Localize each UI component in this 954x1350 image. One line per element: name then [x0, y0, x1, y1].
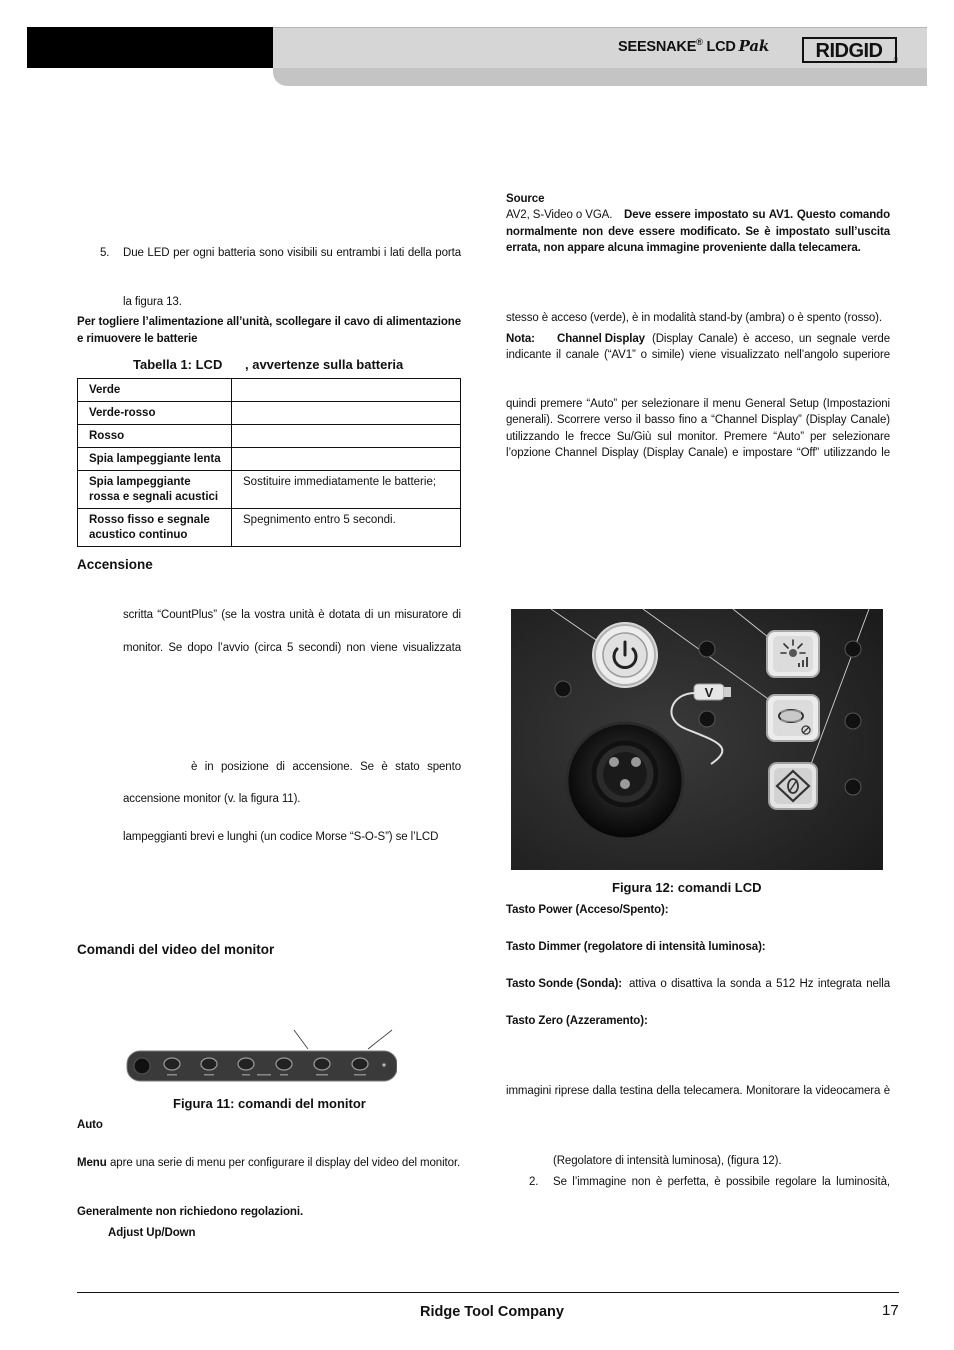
sonde-button-label: Tasto Sonde (Sonda): [506, 978, 622, 990]
header-black-bar [27, 27, 273, 68]
accensione-line2: monitor. Se dopo l’avvio (circa 5 secondi) non viene visualizzata [123, 642, 461, 654]
figure13-reference: la figura 13. [123, 296, 182, 308]
svg-text:V: V [704, 685, 714, 700]
figure11-caption: Figura 11: comandi del monitor [173, 1096, 366, 1111]
power-off-line1: Per togliere l’alimentazione all’unità, scollegare il cavo di alimentazione [77, 316, 461, 328]
heading-accensione: Accensione [77, 557, 153, 572]
product-brand: SEESNAKE® LCD Pak [618, 37, 770, 55]
table-cell-meaning: Sostituire immediatamente le batterie; [232, 471, 461, 509]
source-line2: normalmente non deve essere modificato. Se è impostato sull’uscita [506, 226, 890, 238]
menu-description: apre una serie di menu per configurare il display del video del monitor. [110, 1157, 461, 1169]
adjust-label: Adjust Up/Down [108, 1227, 196, 1239]
source-label: Source [506, 193, 545, 205]
setup-line4: l’opzione Channel Display (Display Canale) e impostare “Off” utilizzando le [506, 447, 890, 459]
power-off-line2: e rimuovere le batterie [77, 333, 198, 345]
footer-company: Ridge Tool Company [420, 1304, 564, 1320]
table-cell-meaning [232, 402, 461, 425]
source-line3: errata, non appare alcuna immagine proveniente dalla telecamera. [506, 242, 861, 254]
table-row [78, 448, 461, 471]
power-button-label: Tasto Power (Acceso/Spento): [506, 904, 669, 916]
nota-channel-display: Channel Display [557, 333, 645, 345]
accensione-line1: scritta “CountPlus” (se la vostra unità è dotata di un misuratore di [123, 609, 461, 621]
table-row [78, 379, 461, 402]
general-note: Generalmente non richiedono regolazioni. [77, 1206, 304, 1218]
figure12-lcd-controls [511, 609, 883, 870]
dimmer-reference: (Regolatore di intensità luminosa), (figura 12). [553, 1155, 782, 1167]
svg-text:RIDGID: RIDGID [815, 40, 883, 62]
item2-text: Se l’immagine non è perfetta, è possibile regolare la luminosità, [553, 1176, 890, 1188]
dimmer-button-label: Tasto Dimmer (regolatore di intensità luminosa): [506, 941, 766, 953]
menu-label: Menu [77, 1157, 107, 1169]
heading-video-controls: Comandi del video del monitor [77, 942, 275, 957]
table-cell-state: Verde [78, 379, 232, 402]
zero-button-label: Tasto Zero (Azzeramento): [506, 1015, 648, 1027]
source-line1a: AV2, S-Video o VGA. [506, 209, 613, 221]
sonde-button-text: attiva o disattiva la sonda a 512 Hz integrata nella [629, 978, 890, 990]
svg-text:®: ® [893, 58, 898, 63]
list-number-2: 2. [529, 1176, 539, 1188]
nota-line2: indicante il canale (“AV1” o simile) viene visualizzato nell’angolo superiore [506, 349, 890, 361]
list-number-5: 5. [100, 247, 110, 259]
source-line1b: Deve essere impostato su AV1. Questo comando [624, 209, 890, 221]
table-title-part1: Tabella 1: LCD [133, 357, 223, 372]
table-cell-state: Rosso fisso e segnale acustico continuo [78, 509, 232, 547]
accensione-line5: lampeggianti brevi e lunghi (un codice Morse “S-O-S”) se l’LCD [123, 831, 439, 843]
table-cell-state: Spia lampeggiante lenta [78, 448, 232, 471]
accensione-line4: accensione monitor (v. la figura 11). [123, 793, 301, 805]
setup-line3: utilizzando le frecce Su/Giù sul monitor. Premere “Auto” per selezionare [506, 431, 890, 443]
status-line: stesso è acceso (verde), è in modalità stand-by (ambra) o è spento (rosso). [506, 312, 883, 324]
images-line: immagini riprese dalla testina della telecamera. Monitorare la videocamera è [506, 1085, 890, 1097]
footer-rule [77, 1292, 899, 1293]
table-cell-state: Rosso [78, 425, 232, 448]
nota-rest: (Display Canale) è acceso, un segnale verde [652, 333, 890, 345]
page-number: 17 [882, 1302, 899, 1319]
figure11-monitor-controls [122, 1027, 397, 1085]
table-row [78, 471, 461, 509]
table-cell-meaning [232, 379, 461, 402]
accensione-line3: è in posizione di accensione. Se è stato spento [191, 761, 461, 773]
table-cell-meaning [232, 448, 461, 471]
auto-label: Auto [77, 1119, 103, 1131]
table-cell-meaning [232, 425, 461, 448]
figure12-caption: Figura 12: comandi LCD [612, 880, 762, 895]
table-row [78, 509, 461, 547]
table-cell-meaning: Spegnimento entro 5 secondi. [232, 509, 461, 547]
table-row [78, 425, 461, 448]
nota-label: Nota: [506, 333, 535, 345]
table-cell-state: Verde-rosso [78, 402, 232, 425]
battery-warning-table [77, 378, 461, 547]
setup-line1: quindi premere “Auto” per selezionare il menu General Setup (Impostazioni [506, 398, 890, 410]
item5-text: Due LED per ogni batteria sono visibili su entrambi i lati della porta [123, 247, 461, 259]
header-band [273, 68, 927, 86]
table-cell-state: Spia lampeggiante rossa e segnali acustici [78, 471, 232, 509]
table-row [78, 402, 461, 425]
table-title-part2: , avvertenze sulla batteria [245, 357, 404, 372]
setup-line2: generali). Scorrere verso il basso fino a “Channel Display” (Display Canale) [506, 414, 890, 426]
ridgid-logo [802, 37, 900, 63]
